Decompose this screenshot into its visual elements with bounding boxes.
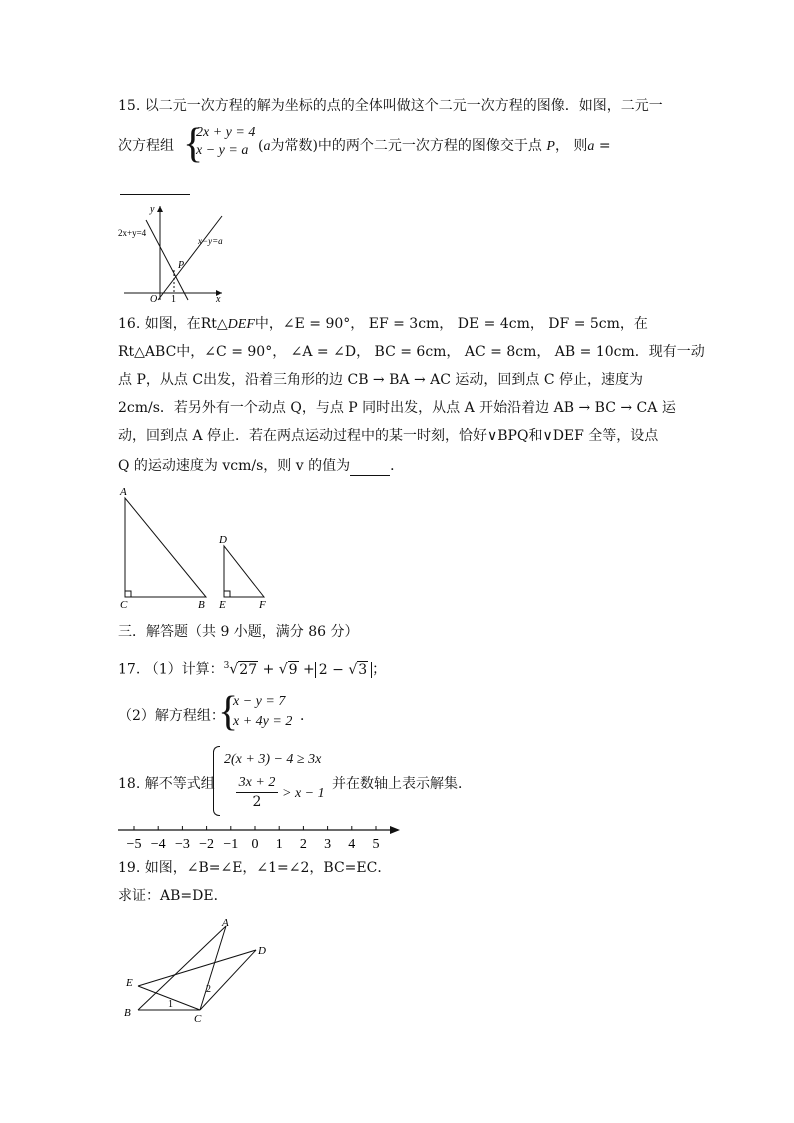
- q16-line2: Rt△ABC中，∠C = 90°， ∠A = ∠D， BC = 6cm， AC = 8cm， AB = 10cm．现有一动: [118, 344, 705, 360]
- q16-line3: 点 P，从点 C出发，沿着三角形的边 CB → BA → AC 运动，回到点 C 停止，速度为: [118, 372, 644, 388]
- q16-fig-c: C: [120, 599, 128, 611]
- q15-fig-one: 1: [171, 294, 176, 304]
- q15-answer-blank[interactable]: [120, 178, 190, 195]
- q19-fig-d: D: [258, 945, 266, 957]
- q18-brace: [213, 746, 220, 816]
- q15-eq1: 2x + y = 4: [196, 125, 256, 140]
- q17-abs-inner: 2 −: [318, 661, 344, 678]
- q17-eq1: x − y = 7: [233, 694, 286, 709]
- q18-suffix: 并在数轴上表示解集．: [332, 776, 472, 792]
- number-line-label: 3: [324, 837, 332, 852]
- q15-prefix: 次方程组: [118, 138, 174, 154]
- q17-p2: （2）解方程组：: [118, 708, 225, 724]
- q19-fig-e: E: [126, 977, 133, 989]
- q15-var: a: [587, 139, 595, 154]
- q18-prefix: 18. 解不等式组: [118, 776, 215, 792]
- q16-fig-d: D: [219, 534, 227, 546]
- q16-answer-blank[interactable]: [350, 459, 390, 476]
- q16-line5: 动，回到点 A 停止．若在两点运动过程中的某一时刻，恰好∨BPQ和∨DEF 全等，设点: [118, 428, 659, 444]
- q18-ineq1: 2(x + 3) − 4 ≥ 3x: [224, 752, 322, 767]
- q18-number-line: [116, 818, 406, 858]
- number-line-label: −2: [199, 837, 215, 852]
- q16-fig-f: F: [259, 599, 266, 611]
- q18-rhs: > x − 1: [282, 786, 325, 801]
- q17-p1: 17. （1）计算：: [118, 661, 224, 678]
- q17-radicand1: 27: [239, 661, 258, 678]
- q15-fig-line1: 2x+y=4: [118, 228, 147, 238]
- q16-rt: Rt△: [200, 316, 228, 332]
- q18-numerator: 3x + 2: [236, 774, 278, 793]
- q16-fig-a: A: [120, 486, 127, 498]
- q16-line1: [118, 314, 648, 335]
- q15-tail: ， 则: [554, 138, 588, 154]
- q17-semi: ；: [372, 661, 387, 678]
- q19-line2: 求证：AB=DE．: [118, 888, 228, 904]
- number-line-label: −5: [126, 837, 142, 852]
- q15-equals: =: [598, 138, 611, 154]
- q16-line6: [118, 456, 404, 476]
- q17-end: ．: [300, 708, 314, 724]
- q19-figure: [116, 914, 276, 1026]
- q17-radicand2: 9: [288, 661, 298, 678]
- q17-abs: 2 − √3: [315, 662, 372, 678]
- q16-fig-e: E: [219, 599, 226, 611]
- q19-fig-n2: 2: [206, 984, 211, 995]
- number-line-label: 1: [275, 837, 283, 852]
- q18-fraction: [236, 774, 278, 811]
- q15-condition: (a为常数)中的两个二元一次方程的图像交于点 P， 则a =: [258, 138, 611, 154]
- q17-eq2: x + 4y = 2: [233, 714, 293, 729]
- number-line-label: −4: [150, 837, 166, 852]
- number-line-label: −3: [174, 837, 190, 852]
- number-line-label: 2: [299, 837, 307, 852]
- q16-line4: 2cm/s．若另外有一个动点 Q，与点 P 同时出发，从点 A 开始沿着边 AB → BC → CA 运: [118, 400, 676, 416]
- q17-plus2: +: [303, 661, 315, 678]
- q19-fig-b: B: [124, 1007, 131, 1019]
- q17-root-index: 3: [223, 661, 230, 671]
- q17-plus1: +: [262, 661, 275, 678]
- q18-denominator: 2: [252, 794, 262, 810]
- q15-a: a: [263, 139, 271, 154]
- number-line-label: 0: [251, 837, 259, 852]
- number-line-label: −1: [223, 837, 239, 852]
- q15-system: [196, 124, 255, 160]
- q16-l1b: 中，∠E = 90°， EF = 3cm， DE = 4cm， DF = 5cm，在: [254, 316, 648, 332]
- q15-fig-y: y: [150, 204, 155, 215]
- q19-fig-n1: 1: [168, 999, 173, 1010]
- q16-triangles: [114, 484, 274, 612]
- q15-eq2: x − y = a: [196, 143, 249, 158]
- q15-fig-x: x: [216, 294, 221, 304]
- q16-def: DEF: [227, 317, 255, 332]
- number-line-label: 5: [372, 837, 380, 852]
- q17-brace: {: [218, 689, 239, 735]
- q15-fig-o: O: [150, 294, 158, 304]
- q16-l6end: ．: [390, 458, 405, 474]
- q15-cond-text: 为常数)中的两个二元一次方程的图像交于点: [270, 138, 542, 154]
- q16-l1a: 16. 如图，在: [118, 316, 201, 332]
- q17-system: [233, 692, 292, 732]
- q15-fig-p: P: [178, 260, 185, 271]
- q17-part1: 17. （1）计算：$^3$√27 + √9 + 2 − √3 ；: [118, 661, 387, 678]
- section-heading: 三．解答题（共 9 小题，满分 86 分）: [118, 624, 359, 640]
- q17-radicand3: 3: [358, 661, 368, 678]
- q15-brace: {: [183, 121, 204, 167]
- q15-graph: [118, 200, 230, 304]
- q15-line1: 15. 以二元一次方程的解为坐标的点的全体叫做这个二元一次方程的图像．如图，二元一: [118, 98, 663, 114]
- number-line-label: 4: [348, 837, 356, 852]
- q15-point: P: [546, 139, 555, 154]
- q16-l6: Q 的运动速度为 vcm/s，则 v 的值为: [118, 458, 351, 474]
- q19-line1: 19. 如图，∠B=∠E，∠1=∠2，BC=EC．: [118, 860, 392, 876]
- q19-fig-c: C: [194, 1013, 202, 1025]
- q15-fig-line2: x−y=a: [198, 236, 223, 246]
- q16-fig-b: B: [198, 599, 205, 611]
- q19-fig-a: A: [222, 917, 229, 929]
